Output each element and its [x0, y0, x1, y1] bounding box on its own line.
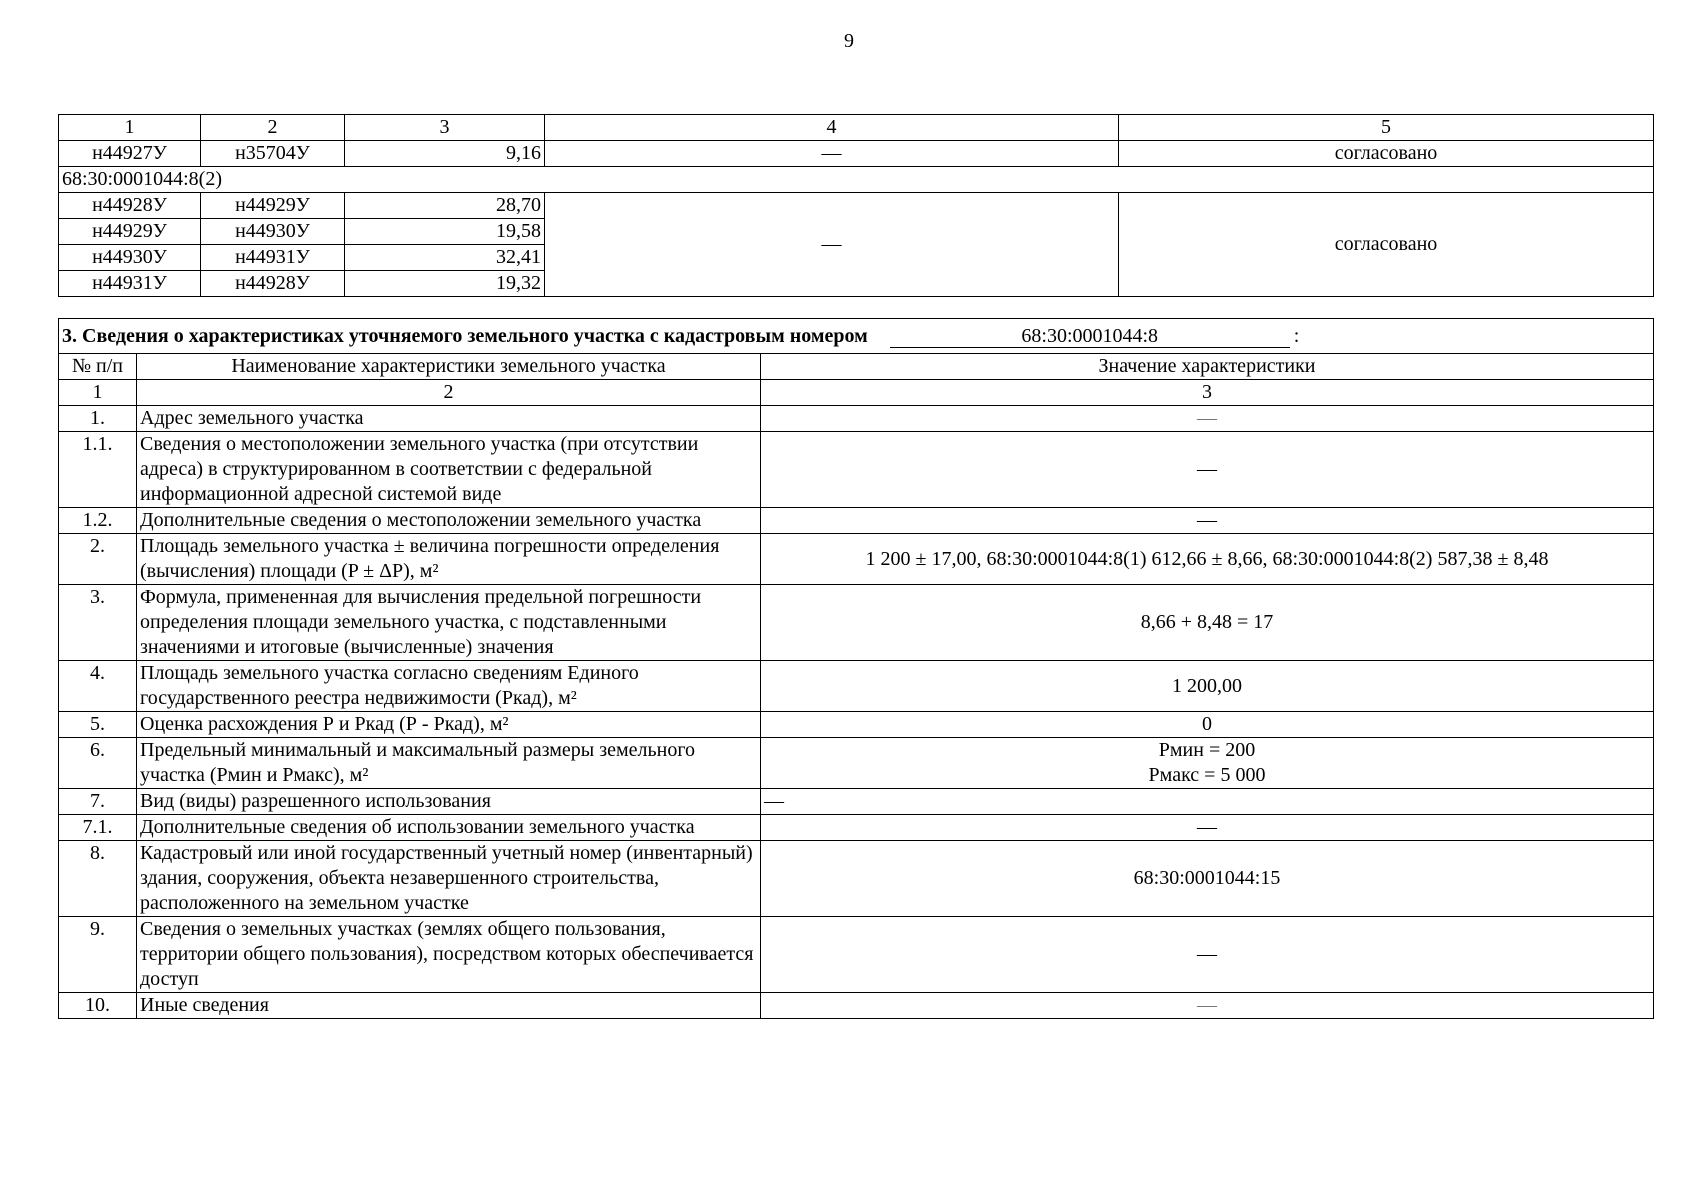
table-row — [59, 841, 1654, 917]
row-name: Площадь земельного участка согласно сведениям Единого государственного реестра недвижимости (Ркад), м² — [137, 661, 761, 712]
row-number: 7. — [59, 789, 137, 815]
point-from: н44929У — [59, 219, 201, 245]
row-value: — — [761, 815, 1654, 841]
cadastral-number: 68:30:0001044:8 — [890, 325, 1290, 348]
point-to: н44928У — [201, 271, 345, 297]
segment-description: — — [545, 193, 1119, 297]
col-num-4: 4 — [545, 115, 1119, 141]
point-to: н44930У — [201, 219, 345, 245]
section-title: 3. Сведения о характеристиках уточняемого земельного участка с кадастровым номером — [62, 324, 868, 347]
col-num-2: 2 — [137, 380, 761, 406]
header-number: № п/п — [59, 354, 137, 380]
table-row — [59, 141, 1654, 167]
row-value — [761, 738, 1654, 789]
table-row — [59, 789, 1654, 815]
row-number: 7.1. — [59, 815, 137, 841]
row-name: Адрес земельного участка — [137, 406, 761, 432]
segment-length: 28,70 — [345, 193, 545, 219]
max-size-value: Рмакс = 5 000 — [1148, 764, 1266, 786]
segment-length: 32,41 — [345, 245, 545, 271]
section-title-row — [59, 319, 1654, 354]
row-value: — — [761, 432, 1654, 508]
row-value: — — [761, 789, 1654, 815]
row-number: 1.1. — [59, 432, 137, 508]
table-row — [59, 993, 1654, 1019]
point-from: н44931У — [59, 271, 201, 297]
row-value: — — [761, 917, 1654, 993]
row-name: Дополнительные сведения о местоположении земельного участка — [137, 508, 761, 534]
approval-status: согласовано — [1119, 193, 1654, 297]
row-name: Предельный минимальный и максимальный размеры земельного участка (Рмин и Рмакс), м² — [137, 738, 761, 789]
row-number: 8. — [59, 841, 137, 917]
approval-status: согласовано — [1119, 141, 1654, 167]
table-row — [59, 661, 1654, 712]
row-name: Дополнительные сведения об использовании земельного участка — [137, 815, 761, 841]
row-number: 1.2. — [59, 508, 137, 534]
table-row — [59, 585, 1654, 661]
row-value: 1 200,00 — [761, 661, 1654, 712]
row-name: Вид (виды) разрешенного использования — [137, 789, 761, 815]
row-name: Кадастровый или иной государственный учетный номер (инвентарный) здания, сооружения, объекта незавершенного строительства, расположенного на земельном участке — [137, 841, 761, 917]
point-to: н44929У — [201, 193, 345, 219]
row-number: 3. — [59, 585, 137, 661]
row-value: 0 — [761, 712, 1654, 738]
row-number: 6. — [59, 738, 137, 789]
table-row — [59, 406, 1654, 432]
row-number: 1. — [59, 406, 137, 432]
row-value: 1 200 ± 17,00, 68:30:0001044:8(1) 612,66 ± 8,66, 68:30:0001044:8(2) 587,38 ± 8,48 — [761, 534, 1654, 585]
table-row — [59, 815, 1654, 841]
row-value: 8,66 + 8,48 = 17 — [761, 585, 1654, 661]
point-from: н44930У — [59, 245, 201, 271]
row-number: 10. — [59, 993, 137, 1019]
row-number: 9. — [59, 917, 137, 993]
table-row — [59, 917, 1654, 993]
page-number: 9 — [844, 30, 854, 52]
table-row — [59, 432, 1654, 508]
row-number: 4. — [59, 661, 137, 712]
segment-description: — — [545, 141, 1119, 167]
point-from: н44927У — [59, 141, 201, 167]
col-num-3: 3 — [761, 380, 1654, 406]
group-label-row — [59, 167, 1654, 193]
col-num-3: 3 — [345, 115, 545, 141]
row-value: — — [761, 508, 1654, 534]
row-number: 5. — [59, 712, 137, 738]
row-name: Сведения о местоположении земельного участка (при отсутствии адреса) в структурированном в соответствии с федеральной информационной адресной системой виде — [137, 432, 761, 508]
row-name: Иные сведения — [137, 993, 761, 1019]
point-from: н44928У — [59, 193, 201, 219]
table-row — [59, 738, 1654, 789]
segment-length: 19,32 — [345, 271, 545, 297]
part-label: 68:30:0001044:8(2) — [59, 167, 1654, 193]
col-num-1: 1 — [59, 380, 137, 406]
min-size-value: Рмин = 200 — [1158, 739, 1256, 761]
title-colon: : — [1293, 324, 1300, 347]
point-to: н44931У — [201, 245, 345, 271]
col-num-5: 5 — [1119, 115, 1654, 141]
row-number: 2. — [59, 534, 137, 585]
row-name: Сведения о земельных участках (землях общего пользования, территории общего пользования), посредством которых обеспечивается доступ — [137, 917, 761, 993]
column-number-row — [59, 115, 1654, 141]
col-num-1: 1 — [59, 115, 201, 141]
col-num-2: 2 — [201, 115, 345, 141]
table-row — [59, 193, 1654, 219]
segment-length: 19,58 — [345, 219, 545, 245]
row-value: 68:30:0001044:15 — [761, 841, 1654, 917]
row-name: Формула, примененная для вычисления предельной погрешности определения площади земельного участка, с подставленными значениями и итоговые (вычисленные) значения — [137, 585, 761, 661]
characteristics-table — [58, 318, 1654, 1019]
column-number-row — [59, 380, 1654, 406]
row-value: — — [761, 406, 1654, 432]
segment-length: 9,16 — [345, 141, 545, 167]
table-row — [59, 534, 1654, 585]
header-name: Наименование характеристики земельного участка — [137, 354, 761, 380]
table-row — [59, 712, 1654, 738]
row-value: — — [761, 993, 1654, 1019]
row-name: Площадь земельного участка ± величина погрешности определения (вычисления) площади (P ± ΔP), м² — [137, 534, 761, 585]
column-header-row — [59, 354, 1654, 380]
table-row — [59, 508, 1654, 534]
borders-table — [58, 114, 1654, 297]
header-value: Значение характеристики — [761, 354, 1654, 380]
row-name: Оценка расхождения Р и Ркад (Р - Ркад), м² — [137, 712, 761, 738]
point-to: н35704У — [201, 141, 345, 167]
